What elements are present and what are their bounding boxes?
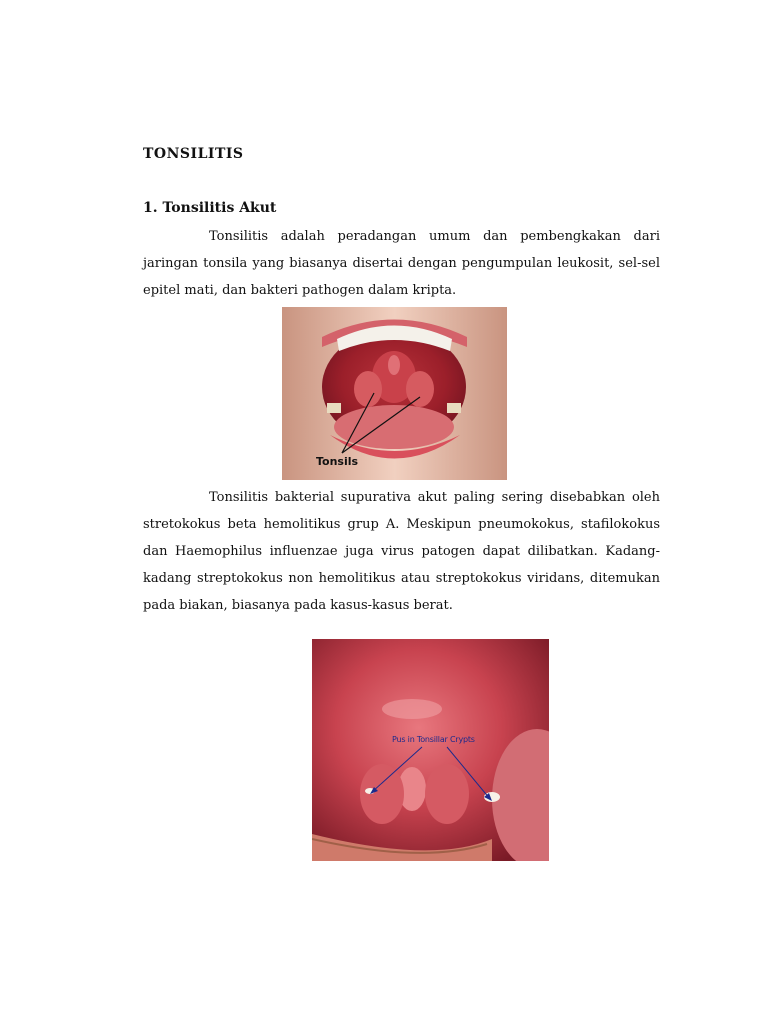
paragraph-causes: Tonsilitis bakterial supurativa akut paling sering disebabkan oleh stretokokus beta hemolitikus grup A. Meskipun pneumokokus, stafilokokus dan Haemophilus influenzae juga virus patogen dapat dilibatkan. Kadang-kadang streptokokus non hemolitikus atau streptokokus viridans, ditemukan pada biakan, biasanya pada kasus-kasus berat. <box>143 490 660 613</box>
figure-pus-tonsillar-crypts <box>312 639 549 861</box>
figure-throat-illustration <box>312 639 549 861</box>
figure-open-mouth-tonsils <box>282 307 507 480</box>
figure-label-pus-crypts: Pus in Tonsillar Crypts <box>392 735 475 744</box>
paragraph-definition: Tonsilitis adalah peradangan umum dan pembengkakan dari jaringan tonsila yang biasanya disertai dengan pengumpulan leukosit, sel-sel epitel mati, dan bakteri pathogen dalam kripta. <box>143 229 660 298</box>
figure-label-tonsils: Tonsils <box>316 455 359 468</box>
section-heading: 1. Tonsilitis Akut <box>143 200 277 216</box>
page-title: TONSILITIS <box>143 146 244 162</box>
